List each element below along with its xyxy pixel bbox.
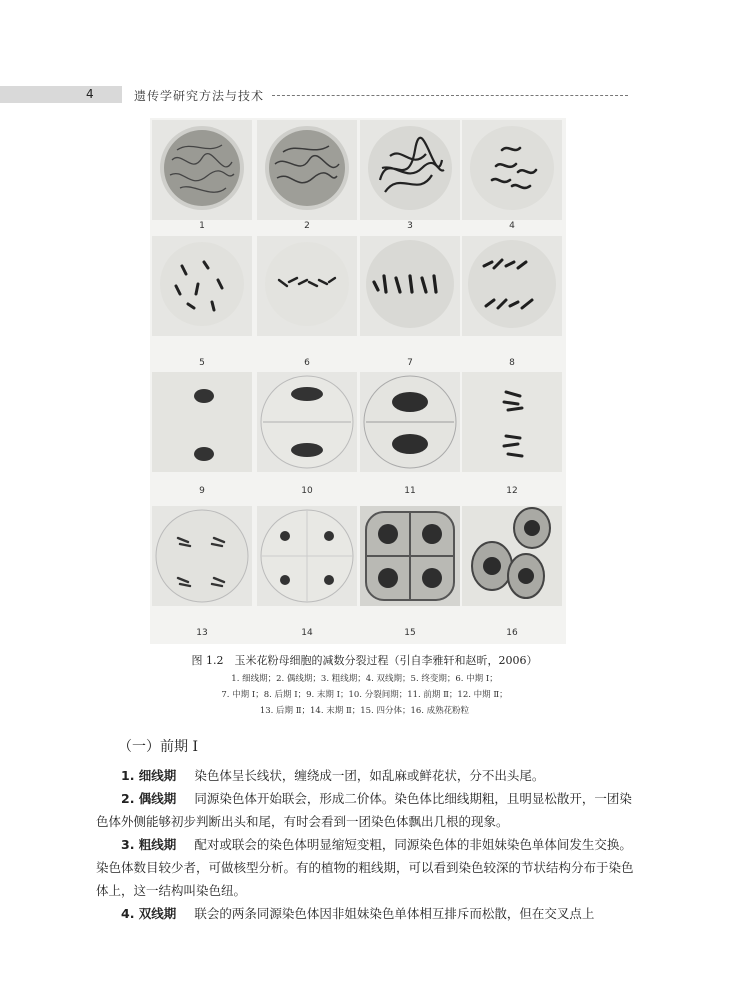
panel-label: 10 xyxy=(301,486,313,496)
header-divider xyxy=(272,95,628,96)
term-label: 3. 粗线期 xyxy=(121,837,177,852)
section-heading: （一）前期 Ⅰ xyxy=(118,739,198,755)
micrograph-panel-14 xyxy=(257,506,357,606)
figure-legend-line: 1. 细线期；2. 偶线期；3. 粗线期；4. 双线期；5. 终变期；6. 中期 Ⅰ； xyxy=(231,674,498,684)
micrograph-panel-12 xyxy=(462,372,562,472)
panel-label: 8 xyxy=(509,358,515,368)
micrograph-panel-10 xyxy=(257,372,357,472)
header-bar xyxy=(0,86,122,103)
paragraph-zygotene xyxy=(96,787,636,833)
micrograph-panel-1 xyxy=(152,120,252,220)
micrograph-panel-13 xyxy=(152,506,252,606)
panel-label: 5 xyxy=(199,358,205,368)
panel-label: 16 xyxy=(506,628,518,638)
micrograph-figure xyxy=(150,118,566,644)
paragraph-diplotene xyxy=(96,902,636,925)
micrograph-panel-6 xyxy=(257,236,357,336)
micrograph-panel-7 xyxy=(360,236,460,336)
panel-label: 11 xyxy=(404,486,416,496)
term-label: 1. 细线期 xyxy=(121,768,177,783)
panel-label: 3 xyxy=(407,221,413,231)
panel-label: 6 xyxy=(304,358,310,368)
term-label: 4. 双线期 xyxy=(121,906,177,921)
paragraph-text: 联会的两条同源染色体因非姐妹染色单体相互排斥而松散，但在交叉点上 xyxy=(194,906,595,921)
panel-label: 12 xyxy=(506,486,518,496)
micrograph-panel-4 xyxy=(462,120,562,220)
figure-caption: 图 1.2 玉米花粉母细胞的减数分裂过程（引自李雅轩和赵昕，2006） xyxy=(191,654,538,667)
micrograph-panel-2 xyxy=(257,120,357,220)
micrograph-panel-8 xyxy=(462,236,562,336)
paragraph-text: 同源染色体开始联会，形成二价体。染色体比细线期粗，且明显松散开，一团染色体外侧能够初步判断出头和尾，有时会看到一团染色体飘出几根的现象。 xyxy=(96,791,632,829)
panel-label: 1 xyxy=(199,221,205,231)
paragraph-text: 配对或联会的染色体明显缩短变粗，同源染色体的非姐妹染色单体间发生交换。染色体数目较少者，可做核型分析。有的植物的粗线期，可以看到染色较深的节状结构分布于染色体上，这一结构叫染色纽。 xyxy=(96,837,634,898)
running-title: 遗传学研究方法与技术 xyxy=(134,89,265,103)
panel-label: 9 xyxy=(199,486,205,496)
figure-legend-line: 7. 中期 Ⅰ；8. 后期 Ⅰ；9. 末期 Ⅰ；10. 分裂间期；11. 前期 Ⅱ；12. 中期 Ⅱ； xyxy=(221,690,508,700)
figure-legend-line: 13. 后期 Ⅱ；14. 末期 Ⅱ；15. 四分体；16. 成熟花粉粒 xyxy=(259,706,470,716)
panel-label: 2 xyxy=(304,221,310,231)
micrograph-panel-3 xyxy=(360,120,460,220)
panel-label: 7 xyxy=(407,358,413,368)
paragraph-leptotene xyxy=(96,764,636,787)
panel-label: 15 xyxy=(404,628,416,638)
panel-label: 14 xyxy=(301,628,313,638)
micrograph-panel-15 xyxy=(360,506,460,606)
panel-label: 4 xyxy=(509,221,515,231)
term-label: 2. 偶线期 xyxy=(121,791,177,806)
micrograph-panel-5 xyxy=(152,236,252,336)
page-number: 4 xyxy=(86,87,94,101)
micrograph-panel-16 xyxy=(462,506,562,606)
micrograph-panel-11 xyxy=(360,372,460,472)
panel-label: 13 xyxy=(196,628,208,638)
paragraph-text: 染色体呈长线状，缠绕成一团，如乱麻或鲜花状，分不出头尾。 xyxy=(194,768,545,783)
paragraph-pachytene xyxy=(96,833,636,902)
micrograph-panel-9 xyxy=(152,372,252,472)
